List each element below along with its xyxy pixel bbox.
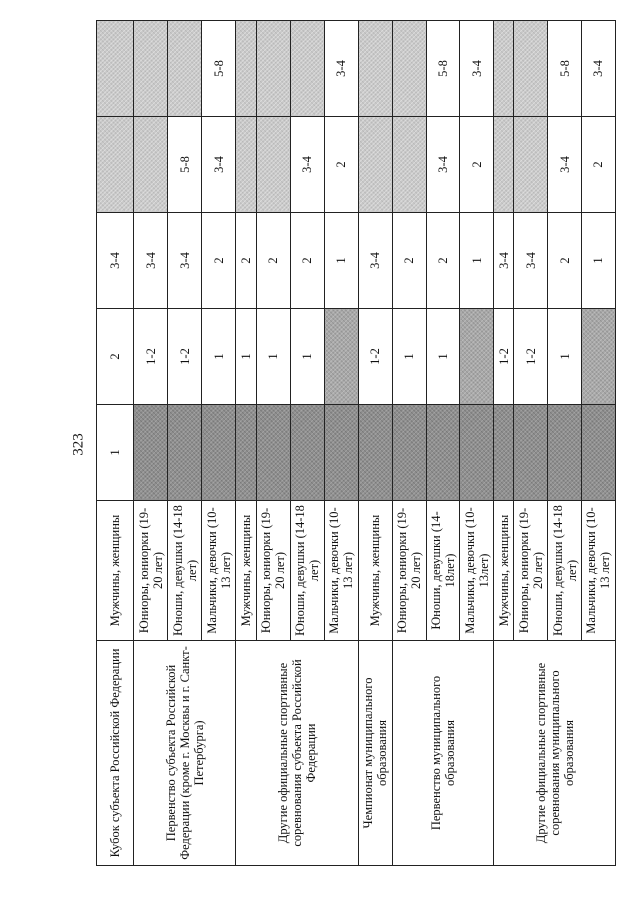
age-group-cell: Мужчины, женщины [358, 501, 392, 641]
place-cell: 3-4 [324, 21, 358, 117]
place-cell: 3-4 [581, 21, 615, 117]
place-cell [290, 405, 324, 501]
competition-cell: Другие официальные спортивные соревнования муниципального образования [494, 641, 616, 866]
table-row [236, 21, 257, 866]
place-cell: 5-8 [168, 117, 202, 213]
place-cell [426, 405, 460, 501]
place-cell: 2 [460, 117, 494, 213]
place-cell: 1 [290, 309, 324, 405]
table-row [494, 21, 514, 866]
place-cell: 1 [324, 213, 358, 309]
competition-cell: Кубок субъекта Российской Федерации [97, 641, 134, 866]
place-cell [290, 21, 324, 117]
age-group-cell: Юноши, девушки (14-18 лет) [290, 501, 324, 641]
age-group-cell: Мальчики, девочки (10-13 лет) [581, 501, 615, 641]
place-cell [256, 405, 290, 501]
place-cell: 3-4 [290, 117, 324, 213]
place-cell [97, 117, 134, 213]
age-group-cell: Юниоры, юниорки (19-20 лет) [134, 501, 168, 641]
table-row [392, 21, 426, 866]
age-group-cell: Мужчины, женщины [97, 501, 134, 641]
place-cell: 1 [97, 405, 134, 501]
place-cell [514, 117, 548, 213]
place-cell: 1 [460, 213, 494, 309]
place-cell: 3-4 [460, 21, 494, 117]
place-cell [514, 405, 548, 501]
place-cell: 2 [426, 213, 460, 309]
place-cell: 3-4 [548, 117, 582, 213]
place-cell: 2 [548, 213, 582, 309]
place-cell [236, 117, 257, 213]
place-cell: 1 [581, 213, 615, 309]
place-cell [134, 21, 168, 117]
place-cell [168, 405, 202, 501]
place-cell [202, 405, 236, 501]
age-group-cell: Юниоры, юниорки (19-20 лет) [514, 501, 548, 641]
place-cell [256, 21, 290, 117]
age-group-cell: Юноши, девушки (14-18лет) [426, 501, 460, 641]
place-cell: 1 [256, 309, 290, 405]
place-cell: 1 [426, 309, 460, 405]
place-cell: 5-8 [426, 21, 460, 117]
age-group-cell: Мужчины, женщины [494, 501, 514, 641]
place-cell [134, 117, 168, 213]
place-cell [494, 405, 514, 501]
place-cell: 1 [202, 309, 236, 405]
place-cell [358, 21, 392, 117]
place-cell [581, 405, 615, 501]
place-cell: 1 [548, 309, 582, 405]
place-cell: 2 [324, 117, 358, 213]
place-cell: 3-4 [97, 213, 134, 309]
place-cell: 2 [290, 213, 324, 309]
place-cell [236, 405, 257, 501]
place-cell [514, 21, 548, 117]
place-cell [256, 117, 290, 213]
place-cell: 1-2 [358, 309, 392, 405]
place-cell [134, 405, 168, 501]
place-cell: 5-8 [202, 21, 236, 117]
age-group-cell: Мальчики, девочки (10-13 лет) [202, 501, 236, 641]
place-cell [548, 405, 582, 501]
place-cell [358, 405, 392, 501]
place-cell: 2 [256, 213, 290, 309]
place-cell [97, 21, 134, 117]
place-cell: 3-4 [168, 213, 202, 309]
place-cell: 1-2 [168, 309, 202, 405]
place-cell [460, 405, 494, 501]
place-cell: 1 [236, 309, 257, 405]
place-cell: 2 [581, 117, 615, 213]
place-cell: 2 [202, 213, 236, 309]
place-cell [392, 117, 426, 213]
place-cell [460, 309, 494, 405]
place-cell: 3-4 [494, 213, 514, 309]
competition-cell: Первенство муниципального образования [392, 641, 494, 866]
table-body [97, 21, 616, 866]
age-group-cell: Юноши, девушки (14-18 лет) [168, 501, 202, 641]
competition-cell: Другие официальные спортивные соревнования субъекта Российской Федерации [236, 641, 359, 866]
place-cell [236, 21, 257, 117]
place-cell [168, 21, 202, 117]
place-cell [324, 405, 358, 501]
age-group-cell: Юниоры, юниорки (19-20 лет) [392, 501, 426, 641]
rotated-table-wrapper [96, 21, 616, 866]
place-cell: 2 [97, 309, 134, 405]
place-cell: 1 [392, 309, 426, 405]
competition-cell: Чемпионат муниципального образования [358, 641, 392, 866]
place-cell: 2 [236, 213, 257, 309]
table-row [358, 21, 392, 866]
age-group-cell: Юноши, девушки (14-18 лет) [548, 501, 582, 641]
place-cell: 3-4 [514, 213, 548, 309]
age-group-cell: Мальчики, девочки (10-13лет) [460, 501, 494, 641]
ranking-table [96, 20, 616, 866]
place-cell: 3-4 [202, 117, 236, 213]
age-group-cell: Мальчики, девочки (10-13 лет) [324, 501, 358, 641]
place-cell [494, 117, 514, 213]
table-row [97, 21, 134, 866]
place-cell [581, 309, 615, 405]
place-cell [494, 21, 514, 117]
place-cell: 1-2 [514, 309, 548, 405]
place-cell: 2 [392, 213, 426, 309]
place-cell: 1-2 [134, 309, 168, 405]
table-row [134, 21, 168, 866]
page-number: 323 [70, 433, 87, 456]
place-cell [358, 117, 392, 213]
place-cell [392, 405, 426, 501]
age-group-cell: Мужчины, женщины [236, 501, 257, 641]
place-cell: 3-4 [134, 213, 168, 309]
competition-cell: Первенство субъекта Российской Федерации (кроме г. Москвы и г. Санкт-Петербурга) [134, 641, 236, 866]
place-cell: 3-4 [426, 117, 460, 213]
place-cell: 3-4 [358, 213, 392, 309]
place-cell [324, 309, 358, 405]
age-group-cell: Юниоры, юниорки (19-20 лет) [256, 501, 290, 641]
place-cell [392, 21, 426, 117]
place-cell: 5-8 [548, 21, 582, 117]
place-cell: 1-2 [494, 309, 514, 405]
